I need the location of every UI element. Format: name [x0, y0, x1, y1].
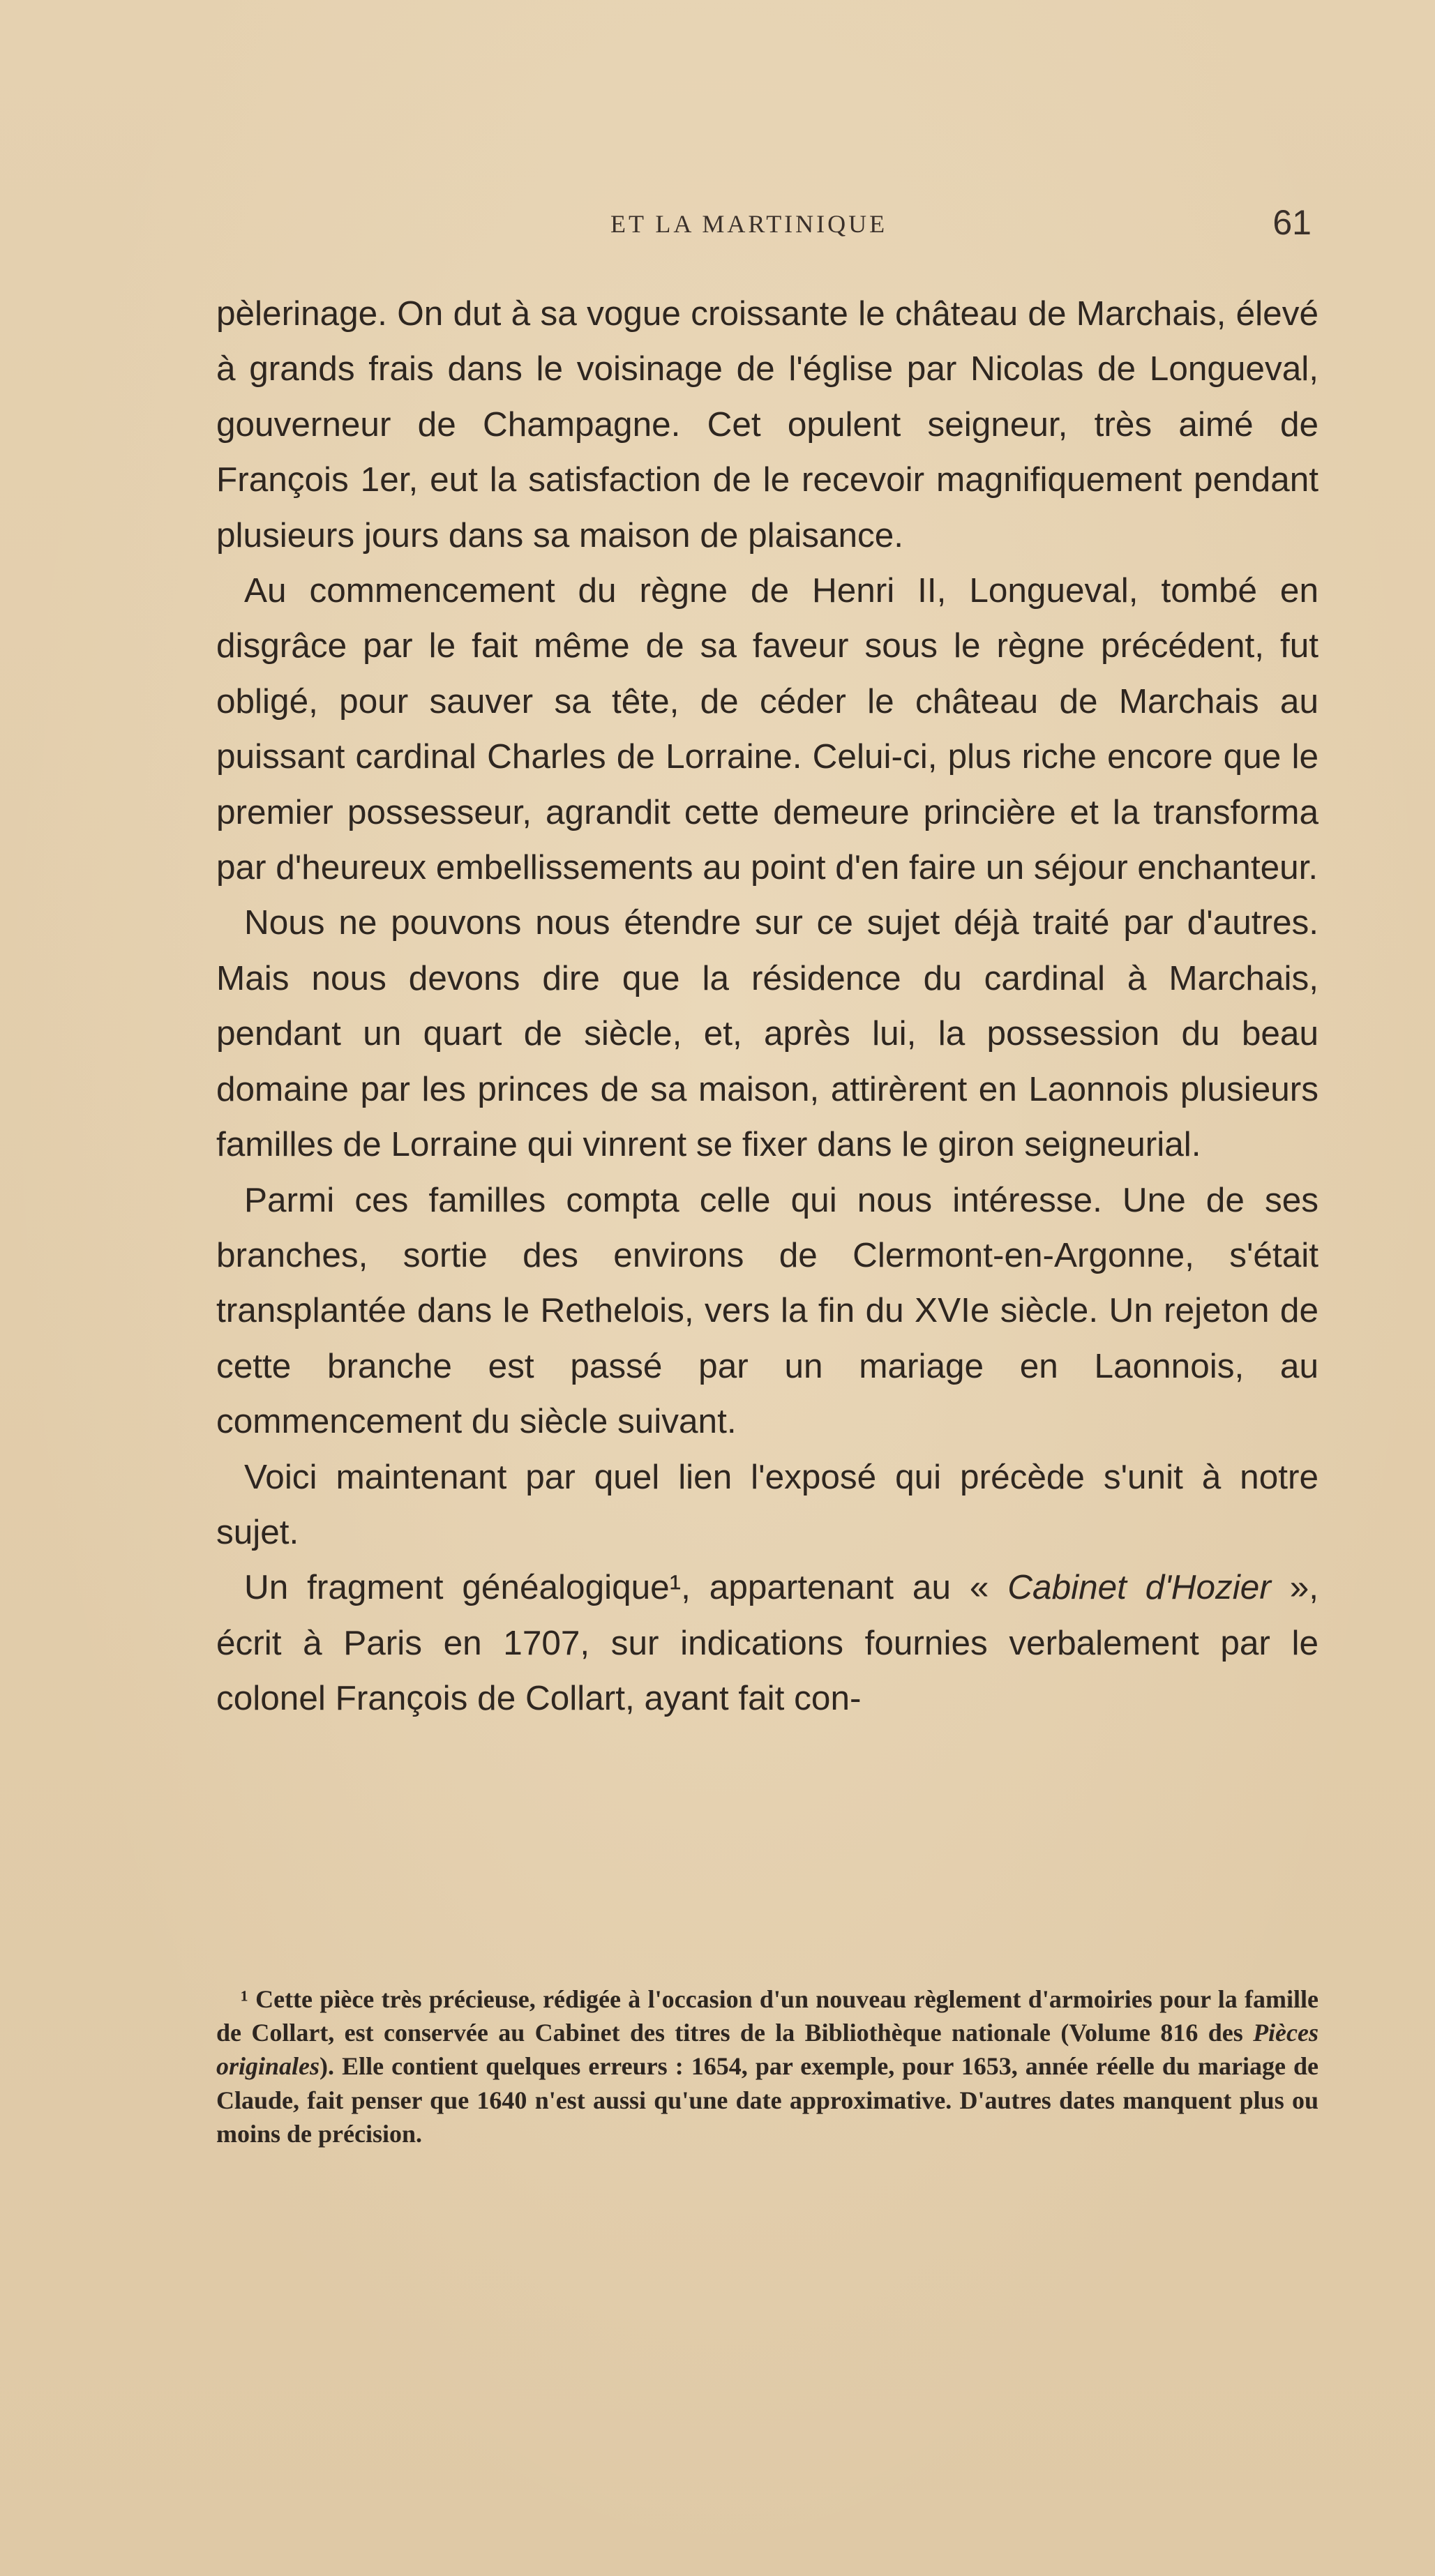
footnote-1-end: ). Elle contient quelques erreurs : 1654, par exemple, pour 1653, année réelle du mariage de Claude, fait penser que 1640 n'est aussi qu'une date approximative. D'autres dates manquent plus ou moins de précision.: [216, 2052, 1318, 2148]
paragraph-5: Voici maintenant par quel lien l'exposé qui précède s'unit à notre sujet.: [216, 1457, 1318, 1551]
paragraph-6-end: », écrit à Paris en 1707, sur indications fournies verbalement par le colonel François de Collart, ayant fait con-: [216, 1568, 1318, 1718]
paragraph-6-start: Un fragment généalogique¹, appartenant au «: [244, 1568, 1008, 1607]
body-text: [216, 286, 1318, 1726]
page-number: 61: [1272, 203, 1312, 242]
cabinet-dhozier-title: Cabinet d'Hozier: [1007, 1568, 1271, 1607]
paragraph-4: Parmi ces familles compta celle qui nous intéresse. Une de ses branches, sortie des environs de Clermont-en-Argonne, s'était transplantée dans le Rethelois, vers la fin du XVIe siècle. Un rejeton de cette branche est passé par un mariage en Laonnois, au commencement du siècle suivant.: [216, 1180, 1318, 1441]
paragraph-3: Nous ne pouvons nous étendre sur ce sujet déjà traité par d'autres. Mais nous devons dire que la résidence du cardinal à Marchais, pendant un quart de siècle, et, après lui, la possession du beau domaine par les princes de sa maison, attirèrent en Laonnois plusieurs familles de Lorraine qui vinrent se fixer dans le giron seigneurial.: [216, 903, 1318, 1164]
footnote-1-start: ¹ Cette pièce très précieuse, rédigée à l'occasion d'un nouveau règlement d'armoiries pour la famille de Collart, est conservée au Cabinet des titres de la Bibliothèque nationale (Volume 816 des: [216, 1985, 1318, 2047]
paragraph-2: Au commencement du règne de Henri II, Longueval, tombé en disgrâce par le fait même de sa faveur sous le règne précédent, fut obligé, pour sauver sa tête, de céder le château de Marchais au puissant cardinal Charles de Lorraine. Celui-ci, plus riche encore que le premier possesseur, agrandit cette demeure princière et la transforma par d'heureux embellissements au point d'en faire un séjour enchanteur.: [216, 571, 1318, 887]
pieces-originales-title: Pièces originales: [216, 2019, 1318, 2081]
footnote-1: [216, 1982, 1318, 2151]
paragraph-1: pèlerinage. On dut à sa vogue croissante le château de Marchais, élevé à grands frais dans le voisinage de l'église par Nicolas de Longueval, gouverneur de Champagne. Cet opulent seigneur, très aimé de François 1er, eut la satisfaction de le recevoir magnifiquement pendant plusieurs jours dans sa maison de plaisance.: [216, 294, 1318, 555]
paragraph-6: [216, 1560, 1318, 1726]
footnotes: [216, 1982, 1318, 2151]
page-header: [216, 197, 1318, 242]
running-head: ET LA MARTINIQUE: [610, 210, 888, 238]
